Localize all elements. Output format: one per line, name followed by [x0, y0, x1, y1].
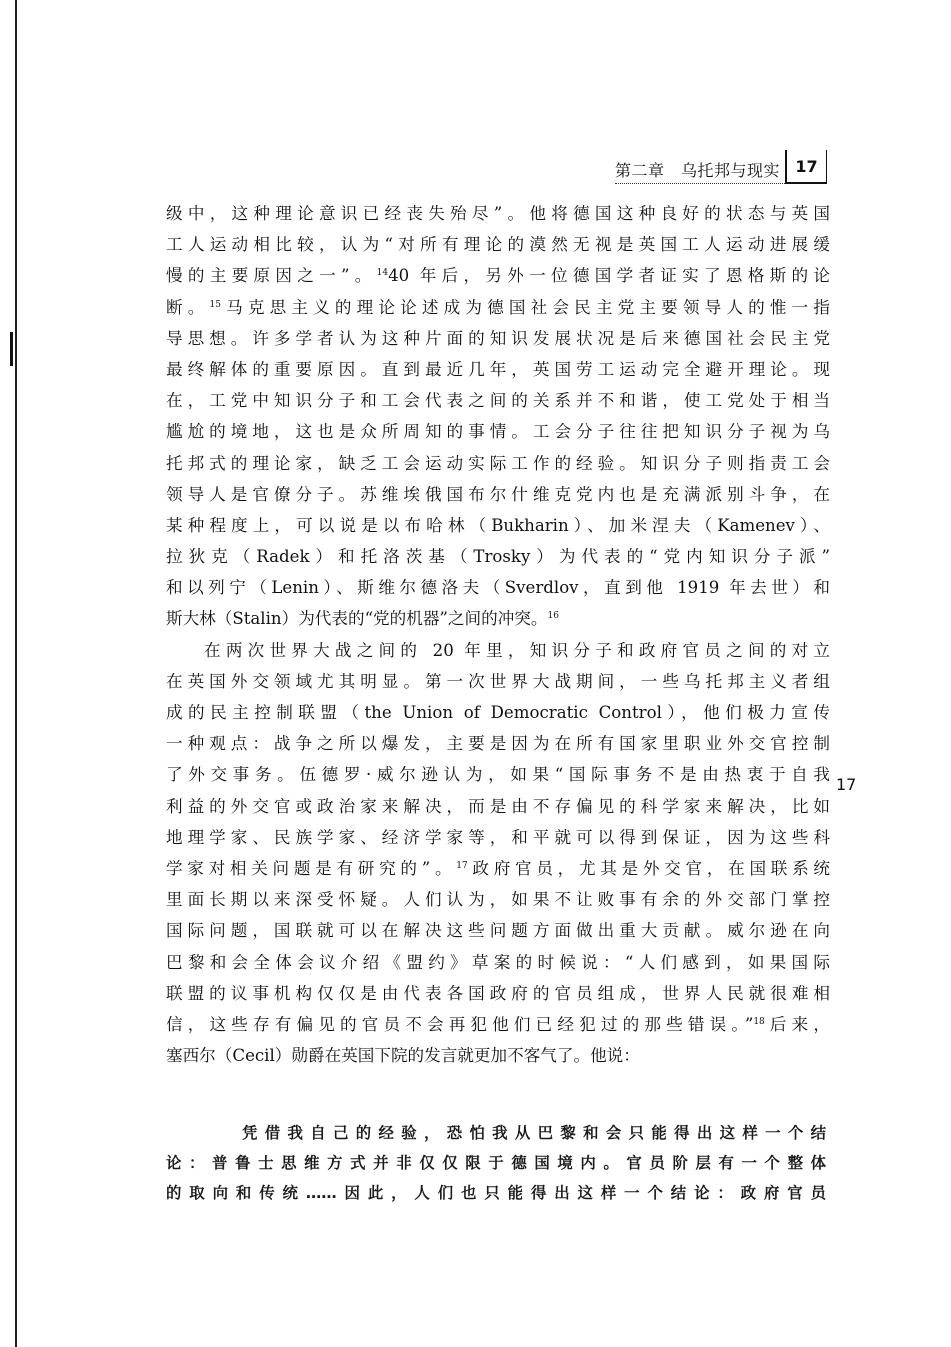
text-line [166, 260, 830, 291]
quote-line: 的取向和传统……因此，人们也只能得出这样一个结论：政府官员 [166, 1184, 826, 1202]
scan-edge-line [15, 0, 17, 1347]
text-line: 巴黎和会全体会议介绍《盟约》草案的时候说：“人们感到，如果国际 [166, 952, 830, 972]
text-line: 地理学家、民族学家、经济学家等，和平就可以得到保证，因为这些科 [166, 827, 830, 847]
paragraph-2 [166, 635, 830, 1072]
running-header [605, 150, 830, 188]
text-line: 和以列宁（Lenin）、斯维尔德洛夫（Sverdlov，直到他 1919 年去世）和 [166, 578, 830, 598]
text-line: 在，工党中知识分子和工会代表之间的关系并不和谐，使工党处于相当 [166, 391, 830, 411]
header-rule [615, 183, 785, 184]
quote-line: 凭借我自己的经验，恐怕我从巴黎和会只能得出这样一个结 [242, 1124, 826, 1142]
text-line: 一种观点：战争之所以爆发，主要是因为在所有国家里职业外交官控制 [166, 734, 830, 754]
text-line: 塞西尔（Cecil）勋爵在英国下院的发言就更加不客气了。他说： [166, 1046, 640, 1066]
text-line: 里面长期以来深受怀疑。人们认为，如果不让败事有余的外交部门掌控 [166, 890, 830, 910]
chapter-title: 第二章 乌托邦与现实 [615, 161, 781, 180]
text-line: 领导人是官僚分子。苏维埃俄国布尔什维克党内也是充满派别斗争，在 [166, 484, 830, 504]
text-run: 信，这些存有偏见的官员不会再犯他们已经犯过的那些错误。” [166, 1014, 754, 1034]
scan-mark [10, 332, 13, 366]
text-line: 利益的外交官或政治家来解决，而是由不存偏见的科学家来解决，比如 [166, 796, 830, 816]
text-line: 联盟的议事机构仅仅是由代表各国政府的官员组成，世界人民就很难相 [166, 983, 830, 1003]
footnote-ref: 14 [376, 268, 389, 279]
text-run: 后来， [764, 1014, 831, 1034]
text-line: 国际问题，国联就可以在解决这些问题方面做出重大贡献。威尔逊在向 [166, 921, 830, 941]
text-line: 拉狄克（Radek）和托洛茨基（Trosky）为代表的“党内知识分子派” [166, 547, 830, 567]
text-line: 最终解体的重要原因。直到最近几年，英国劳工运动完全避开理论。现 [166, 359, 830, 379]
text-line: 托邦式的理论家，缺乏工会运动实际工作的经验。知识分子则指责工会 [166, 453, 830, 473]
text-line: 了外交事务。伍德罗·威尔逊认为，如果“国际事务不是由热衷于自我 [166, 765, 830, 785]
text-run: 慢的主要原因之一”。 [166, 266, 377, 286]
footnote-ref: 18 [753, 1016, 765, 1027]
text-line: 成的民主控制联盟（the Union of Democratic Control），他们极力宣传 [166, 703, 830, 722]
text-run: 断。 [166, 297, 210, 317]
text-line: 级中，这种理论意识已经丧失殆尽”。他将德国这种良好的状态与英国 [166, 204, 830, 223]
text-line [166, 853, 830, 884]
quote-line: 论：普鲁士思维方式并非仅仅限于德国境内。官员阶层有一个整体 [166, 1154, 826, 1172]
text-line: 尴尬的境地，这也是众所周知的事情。工会分子往往把知识分子视为乌 [166, 422, 830, 442]
text-run: 斯大林（Stalin）为代表的“党的机器”之间的冲突。 [166, 609, 548, 629]
text-line: 在英国外交领域尤其明显。第一次世界大战期间，一些乌托邦主义者组 [166, 671, 830, 691]
text-line: 在两次世界大战之间的 20 年里，知识分子和政府官员之间的对立 [204, 640, 830, 660]
footnote-ref: 15 [209, 299, 221, 310]
text-run: 马克思主义的理论论述成为德国社会民主党主要领导人的惟一指 [220, 297, 831, 317]
text-line [166, 292, 830, 323]
footnote-ref: 16 [547, 611, 559, 622]
text-line: 某种程度上，可以说是以布哈林（Bukharin）、加米涅夫（Kamenev）、 [166, 515, 830, 535]
page-number: 17 [785, 150, 827, 184]
text-run: 学家对相关问题是有研究的”。 [166, 858, 457, 878]
margin-page-number: 17 [836, 775, 857, 794]
footnote-ref: 17 [456, 860, 468, 871]
block-quote [166, 1118, 826, 1208]
text-line: 工人运动相比较，认为“对所有理论的漠然无视是英国工人运动进展缓 [166, 235, 830, 255]
text-line [166, 1009, 830, 1040]
body-text [166, 198, 830, 1071]
paragraph-1 [166, 198, 830, 635]
text-line [166, 603, 830, 634]
text-run: 40 年后，另外一位德国学者证实了恩格斯的论 [388, 266, 831, 286]
text-run: 政府官员，尤其是外交官，在国联系统 [467, 858, 830, 878]
text-line: 导思想。许多学者认为这种片面的知识发展状况是后来德国社会民主党 [166, 328, 830, 348]
